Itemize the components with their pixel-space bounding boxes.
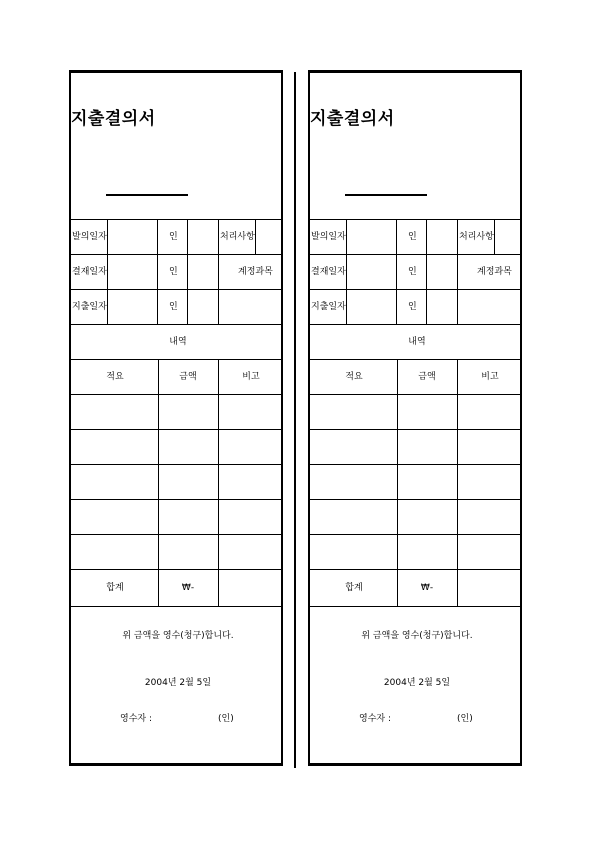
seal-label: 인 xyxy=(169,302,178,312)
seal-label: 인 xyxy=(169,232,178,242)
total-row xyxy=(310,569,520,607)
table-row xyxy=(71,429,281,465)
details-header: 내역 xyxy=(169,337,187,347)
receipt-statement: 위 금액을 영수(청구)합니다. xyxy=(361,631,473,641)
total-amount: ₩- xyxy=(181,583,195,593)
expense-form-right xyxy=(308,70,522,766)
table-row xyxy=(310,429,520,465)
details-header: 내역 xyxy=(408,337,426,347)
table-row xyxy=(71,394,281,430)
info-label: 지출일자 xyxy=(72,302,107,312)
total-row xyxy=(71,569,281,607)
info-row-payment xyxy=(310,289,520,325)
info-label: 발의일자 xyxy=(72,232,107,242)
table-row xyxy=(310,499,520,535)
total-amount: ₩- xyxy=(420,583,434,593)
seal-label: 인 xyxy=(408,302,417,312)
info-label: 발의일자 xyxy=(311,232,346,242)
info-row-approval xyxy=(310,254,520,290)
seal-label: 인 xyxy=(408,267,417,277)
column-header: 금액 xyxy=(179,372,197,382)
seal-label: 인 xyxy=(169,267,178,277)
seal-label: 인 xyxy=(408,232,417,242)
table-row xyxy=(310,534,520,570)
column-header: 비고 xyxy=(481,372,499,382)
title-underline xyxy=(345,194,427,196)
title-underline xyxy=(106,194,188,196)
table-row xyxy=(310,464,520,500)
receiver-seal: (인) xyxy=(457,714,473,724)
total-label: 합계 xyxy=(345,583,363,593)
form-title: 지출결의서 xyxy=(310,109,395,129)
table-row xyxy=(310,394,520,430)
receipt-date: 2004년 2월 5일 xyxy=(144,678,212,688)
receiver-label: 영수자 : xyxy=(120,714,152,724)
info-row-issue xyxy=(71,219,281,255)
receipt-statement: 위 금액을 영수(청구)합니다. xyxy=(122,631,234,641)
details-header-row xyxy=(310,324,520,360)
column-header-row xyxy=(310,359,520,395)
table-row xyxy=(71,499,281,535)
info-row-approval xyxy=(71,254,281,290)
form-title: 지출결의서 xyxy=(71,109,156,129)
column-header: 비고 xyxy=(242,372,260,382)
info-label: 결재일자 xyxy=(311,267,346,277)
column-header: 적요 xyxy=(106,372,124,382)
info-label: 결재일자 xyxy=(72,267,107,277)
receipt-date: 2004년 2월 5일 xyxy=(383,678,451,688)
info-extra-label: 계정과목 xyxy=(238,267,273,277)
receiver-label: 영수자 : xyxy=(359,714,391,724)
column-header-row xyxy=(71,359,281,395)
column-header: 금액 xyxy=(418,372,436,382)
expense-form-left xyxy=(69,70,283,766)
info-extra-label: 처리사항 xyxy=(220,232,255,242)
details-header-row xyxy=(71,324,281,360)
info-label: 지출일자 xyxy=(311,302,346,312)
receiver-seal: (인) xyxy=(218,714,234,724)
info-extra-label: 계정과목 xyxy=(477,267,512,277)
total-label: 합계 xyxy=(106,583,124,593)
page-divider xyxy=(294,72,296,768)
table-row xyxy=(71,464,281,500)
info-extra-label: 처리사항 xyxy=(459,232,494,242)
info-row-payment xyxy=(71,289,281,325)
info-row-issue xyxy=(310,219,520,255)
column-header: 적요 xyxy=(345,372,363,382)
table-row xyxy=(71,534,281,570)
